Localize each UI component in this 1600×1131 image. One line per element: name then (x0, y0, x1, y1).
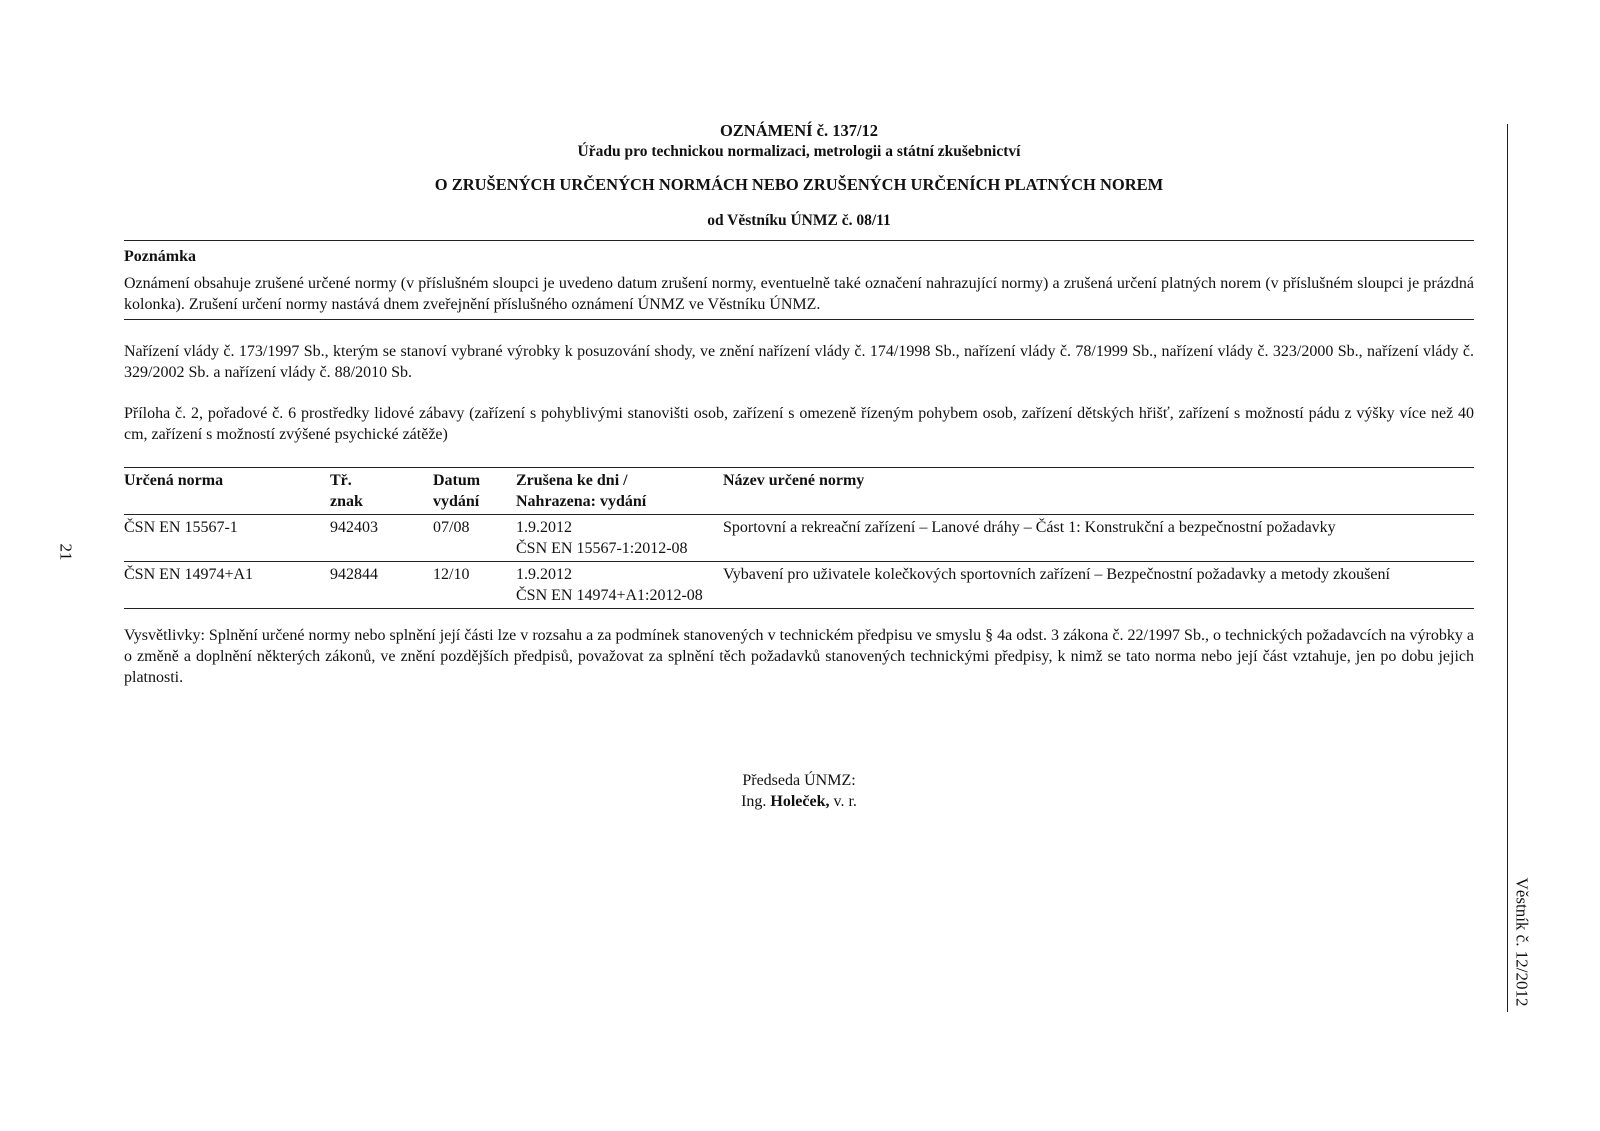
signature-name: Holeček, (770, 793, 830, 810)
cell-cancelled: 1.9.2012 ČSN EN 15567-1:2012-08 (516, 519, 688, 557)
cell-date: 07/08 (433, 519, 470, 536)
cell-class: 942844 (330, 566, 378, 583)
annex-paragraph: Příloha č. 2, pořadové č. 6 prostředky lidové zábavy (zařízení s pohyblivými stanovišti osob, zařízení s omezeně řízeným pohybem osob, zařízení dětských hřišť, zařízení s možností pádu z výšky více než 40 cm, zařízení s možností zvýšené psychické zátěže) (124, 405, 1474, 443)
cell-norm: ČSN EN 15567-1 (124, 519, 238, 536)
col-header-class: Tř. znak (330, 472, 363, 510)
note-text: Oznámení obsahuje zrušené určené normy (v příslušném sloupci je uvedeno datum zrušení normy, eventuelně také označení nahrazující normy) a zrušená určení platných norem (v příslušném sloupci je prázdná kolonka). Zrušení určení normy nastává dnem zveřejnění příslušného oznámení ÚNMZ ve Věstníku ÚNMZ. (124, 275, 1474, 313)
since-issue: od Věstníku ÚNMZ č. 08/11 (707, 212, 891, 229)
note-box (124, 240, 1474, 320)
norms-table (124, 467, 1474, 609)
signature-block (124, 770, 1474, 812)
signature-line: Ing. Holeček, v. r. (741, 793, 857, 810)
cell-norm: ČSN EN 14974+A1 (124, 566, 254, 583)
issuing-office: Úřadu pro technickou normalizaci, metrologii a státní zkušebnictví (577, 143, 1021, 160)
col-header-norm: Určená norma (124, 472, 224, 489)
journal-issue: Věstník č. 12/2012 (1512, 877, 1532, 1007)
cell-date: 12/10 (433, 566, 470, 583)
table-header-row (124, 468, 1474, 515)
cell-cancelled: 1.9.2012 ČSN EN 14974+A1:2012-08 (516, 566, 703, 604)
announcement-title: OZNÁMENÍ č. 137/12 (719, 121, 879, 140)
col-header-date: Datum vydání (433, 472, 481, 510)
col-header-cancelled: Zrušena ke dni / Nahrazena: vydání (516, 472, 647, 510)
cell-name: Sportovní a rekreační zařízení – Lanové dráhy – Část 1: Konstrukční a bezpečnostní požadavky (723, 519, 1336, 536)
announcement-subject: O ZRUŠENÝCH URČENÝCH NORMÁCH NEBO ZRUŠENÝCH URČENÍCH PLATNÝCH NOREM (434, 175, 1164, 194)
document-body (124, 120, 1474, 812)
col-header-name: Název určené normy (723, 472, 865, 489)
explanation-paragraph: Vysvětlivky: Splnění určené normy nebo splnění její části lze v rozsahu a za podmínek stanovených v technickém předpisu ve smyslu § 4a odst. 3 zákona č. 22/1997 Sb., o technických požadavcích na výrobky a o změně a doplnění některých zákonů, ve znění pozdějších předpisů, považovat za splnění těch požadavků stanovených technickými předpisy, k nimž se tato norma nebo její část vztahuje, jen po dobu jejich platnosti. (124, 627, 1474, 686)
page-number: 21 (56, 543, 76, 561)
signature-role: Předseda ÚNMZ: (742, 772, 856, 789)
note-title: Poznámka (124, 248, 196, 265)
regulation-paragraph: Nařízení vlády č. 173/1997 Sb., kterým se stanoví vybrané výrobky k posuzování shody, ve znění nařízení vlády č. 174/1998 Sb., nařízení vlády č. 78/1999 Sb., nařízení vlády č. 323/2000 Sb., nařízení vlády č. 329/2002 Sb. a nařízení vlády č. 88/2010 Sb. (124, 343, 1474, 381)
table-row (124, 562, 1474, 609)
cell-class: 942403 (330, 519, 378, 536)
table-row (124, 515, 1474, 562)
cell-name: Vybavení pro uživatele kolečkových sportovních zařízení – Bezpečnostní požadavky a metody zkoušení (723, 566, 1390, 583)
margin-rule (1507, 124, 1508, 1012)
